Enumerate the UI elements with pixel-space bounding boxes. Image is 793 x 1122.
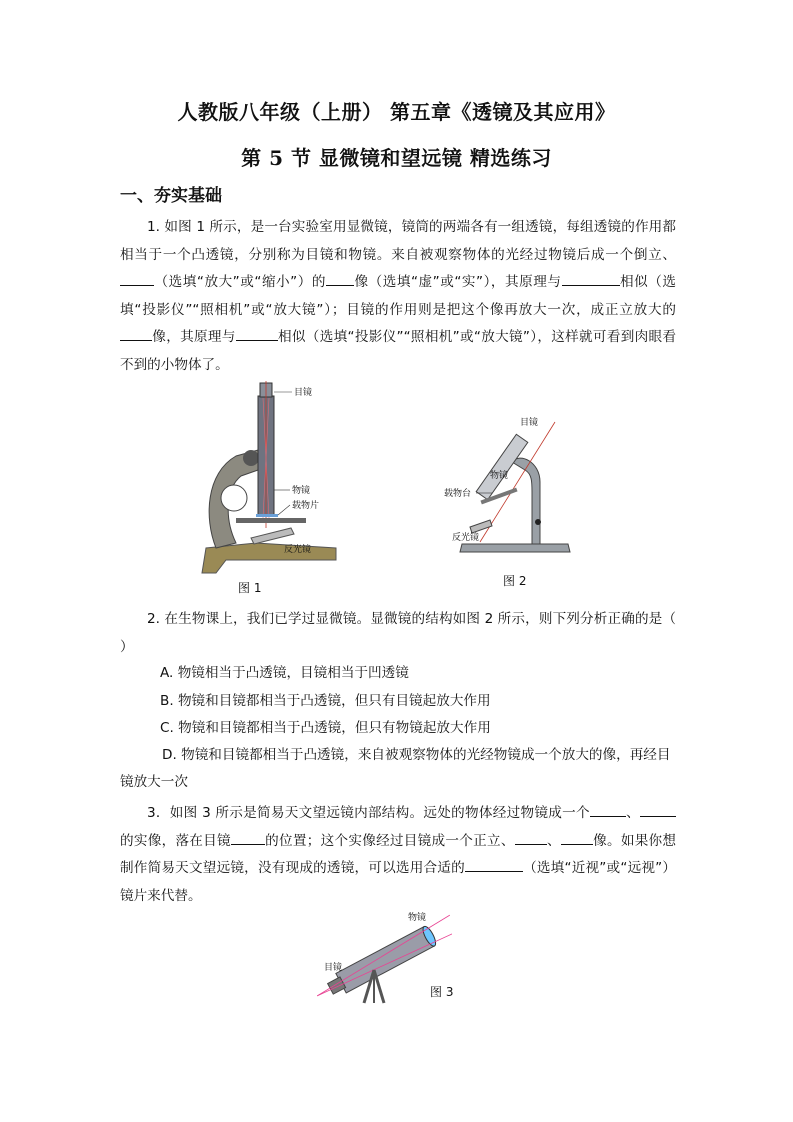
fig3-label-objective: 物镜 — [408, 913, 427, 923]
option-c[interactable]: C. 物镜和目镜都相当于凸透镜，但只有物镜起放大作用 — [160, 720, 491, 736]
answer-blank[interactable] — [326, 271, 354, 286]
option-b[interactable]: B. 物镜和目镜都相当于凸透镜，但只有目镜起放大作用 — [160, 693, 491, 709]
answer-blank[interactable] — [231, 830, 265, 845]
q1-text-1: 1. 如图 1 所示，是一台实验室用显微镜，镜筒的两端各有一组透镜，每组透镜的作用都相当于一个凸透镜，分别称为目镜和物镜。来自被观察物体的光经过物镜后成一个倒立、 — [120, 219, 676, 263]
q3-text-4: 的位置；这个实像经过目镜成一个正立、 — [264, 832, 515, 849]
figure-3-caption: 图 3 — [430, 985, 454, 999]
figure-1-microscope — [196, 378, 366, 578]
q3-text-7: （选填“近视”或“远视”）镜片来代替。 — [120, 860, 677, 904]
q3-text-3: 的实像，落在目镜 — [120, 832, 231, 849]
answer-blank[interactable] — [561, 830, 593, 845]
figure-2-microscope — [440, 412, 580, 562]
answer-blank[interactable] — [640, 802, 676, 817]
fig1-label-objective: 物镜 — [292, 486, 311, 496]
fig1-label-eyepiece: 目镜 — [294, 388, 313, 398]
option-a[interactable]: A. 物镜相当于凸透镜，目镜相当于凹透镜 — [160, 665, 409, 681]
answer-blank[interactable] — [120, 271, 154, 286]
q3-text-2: 、 — [625, 805, 641, 821]
answer-blank[interactable] — [465, 857, 523, 872]
fig3-label-eyepiece: 目镜 — [324, 963, 343, 973]
fig2-label-mirror: 反光镜 — [452, 533, 480, 543]
question-1 — [120, 214, 676, 379]
q3-text-5: 、 — [546, 832, 561, 849]
document-subtitle: 第 5 节 显微镜和望远镜 精选练习 — [241, 146, 552, 170]
option-d[interactable]: D. 物镜和目镜都相当于凸透镜，来自被观察物体的光经物镜成一个放大的像，再经目镜放大一次 — [120, 747, 671, 790]
fig2-label-stage: 载物台 — [444, 489, 472, 499]
answer-blank[interactable] — [562, 271, 620, 286]
question-3 — [120, 800, 676, 910]
question-2: 2. 在生物课上，我们已学过显微镜。显微镜的结构如图 2 所示，则下列分析正确的是（ ） — [120, 611, 676, 655]
section-heading: 一、夯实基础 — [120, 186, 222, 206]
q3-text-6: 像。如果你想制作简易天文望远镜，没有现成的透镜，可以选用合适的 — [120, 832, 677, 876]
fig2-label-eyepiece: 目镜 — [520, 418, 539, 428]
q1-text-4: 相似（选填“投影仪”“照相机”或“放大镜”）；目镜的作用则是把这个像再放大一次，成正立放大的 — [120, 274, 677, 318]
fig1-label-mirror: 反光镜 — [284, 545, 312, 555]
fig2-label-objective: 物镜 — [490, 471, 509, 481]
q1-text-5: 像，其原理与 — [152, 329, 236, 345]
q1-text-2: （选填“放大”或“缩小”）的 — [154, 274, 326, 290]
q1-text-3: 像（选填“虚”或“实”），其原理与 — [353, 274, 562, 290]
answer-blank[interactable] — [120, 326, 152, 341]
answer-blank[interactable] — [515, 830, 547, 845]
figure-1-caption: 图 1 — [238, 581, 262, 595]
document-title: 人教版八年级（上册） 第五章《透镜及其应用》 — [177, 100, 616, 124]
answer-blank[interactable] — [236, 326, 278, 341]
q1-text-6: 相似（选填“投影仪”“照相机”或“放大镜”），这样就可看到肉眼看不到的小物体了。 — [120, 329, 677, 373]
figure-2-caption: 图 2 — [503, 574, 527, 588]
q3-text-1: 3．如图 3 所示是简易天文望远镜内部结构。远处的物体经过物镜成一个 — [147, 805, 590, 821]
fig1-label-slide: 载物片 — [292, 501, 320, 511]
answer-blank[interactable] — [590, 802, 626, 817]
